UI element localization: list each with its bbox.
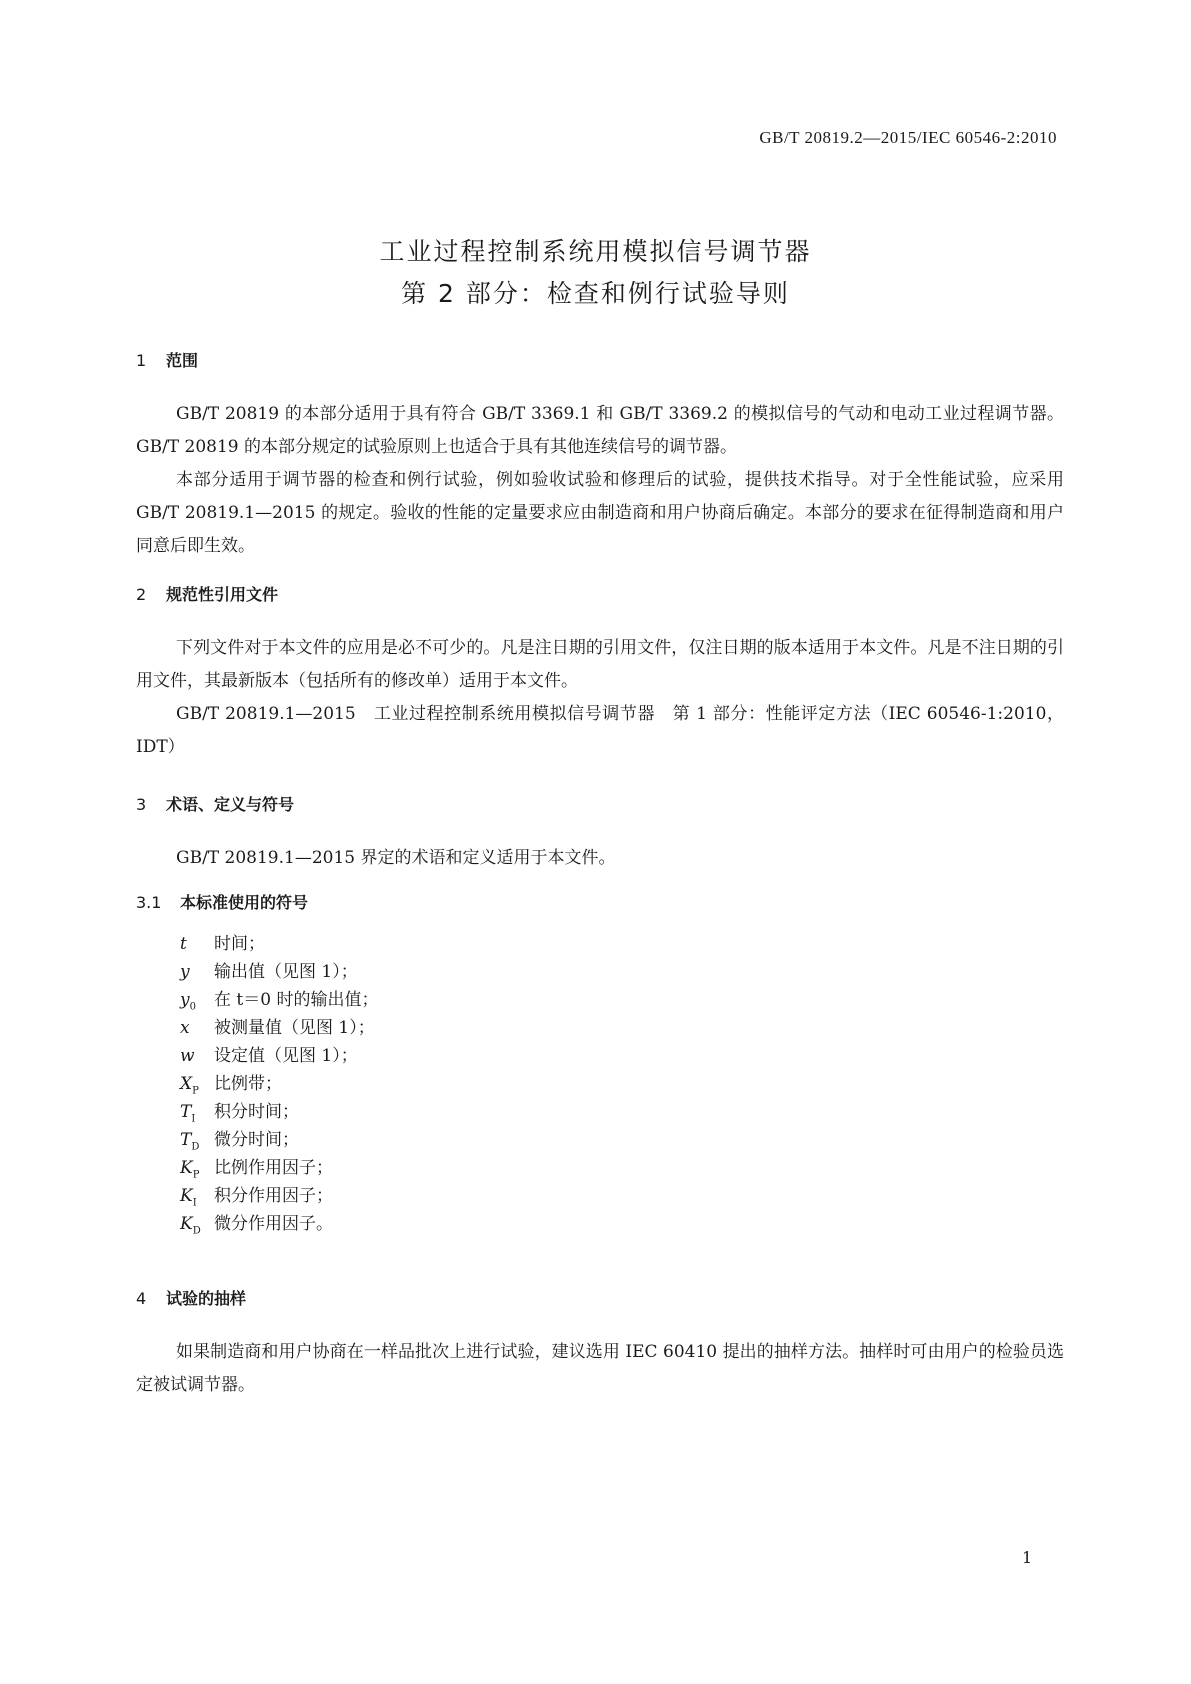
symbol-var: $K_P$ bbox=[180, 1158, 200, 1181]
page-number: 1 bbox=[1022, 1548, 1033, 1567]
symbol-desc: 比例带； bbox=[214, 1074, 282, 1094]
symbol-var: $K_I$ bbox=[180, 1186, 197, 1209]
symbol-var: t bbox=[180, 934, 187, 954]
symbol-var: x bbox=[180, 1018, 190, 1038]
symbol-var: w bbox=[180, 1046, 195, 1066]
symbol-desc: 微分作用因子。 bbox=[214, 1214, 333, 1234]
section-number: 2 bbox=[136, 585, 147, 604]
section-title: 试验的抽样 bbox=[166, 1289, 247, 1308]
symbol-desc: 设定值（见图 1）； bbox=[214, 1046, 358, 1066]
symbol-desc: 被测量值（见图 1）； bbox=[214, 1018, 375, 1038]
section-title: 范围 bbox=[166, 351, 199, 370]
section-heading-3 bbox=[136, 792, 294, 815]
symbol-desc: 输出值（见图 1）； bbox=[214, 962, 358, 982]
symbol-desc: 积分时间； bbox=[214, 1102, 299, 1122]
standard-code: GB/T 20819.2—2015/IEC 60546-2:2010 bbox=[759, 128, 1057, 147]
section-title: 术语、定义与符号 bbox=[166, 795, 295, 814]
paragraph: GB/T 20819 的本部分适用于具有符合 GB/T 3369.1 和 GB/T 3369.2 的模拟信号的气动和电动工业过程调节器。GB/T 20819 的本部分规定的试验原则上也适合于具有其他连续信号的调节器。 bbox=[136, 404, 1064, 457]
document-title-line1: 工业过程控制系统用模拟信号调节器 bbox=[379, 237, 812, 266]
symbol-var: y bbox=[180, 962, 190, 982]
symbol-desc: 积分作用因子； bbox=[214, 1186, 333, 1206]
document-title-line2: 第 2 部分：检查和例行试验导则 bbox=[401, 279, 790, 308]
symbol-desc: 比例作用因子； bbox=[214, 1158, 333, 1178]
symbol-var: $T_I$ bbox=[180, 1102, 196, 1125]
section-heading-4 bbox=[136, 1286, 246, 1309]
symbol-var: $T_D$ bbox=[180, 1130, 200, 1153]
section-heading-1 bbox=[136, 348, 198, 371]
symbol-desc: 在 t＝0 时的输出值； bbox=[214, 990, 379, 1010]
paragraph: 下列文件对于本文件的应用是必不可少的。凡是注日期的引用文件，仅注日期的版本适用于本文件。凡是不注日期的引用文件，其最新版本（包括所有的修改单）适用于本文件。 bbox=[136, 638, 1064, 691]
symbol-var: $y_0$ bbox=[180, 990, 196, 1013]
symbol-var: $X_P$ bbox=[180, 1074, 199, 1097]
paragraph: 如果制造商和用户协商在一样品批次上进行试验，建议选用 IEC 60410 提出的抽样方法。抽样时可由用户的检验员选定被试调节器。 bbox=[136, 1342, 1064, 1395]
paragraph: GB/T 20819.1—2015 界定的术语和定义适用于本文件。 bbox=[176, 848, 616, 868]
section-number: 1 bbox=[136, 351, 147, 370]
symbol-item bbox=[180, 1210, 333, 1245]
paragraph: 本部分适用于调节器的检查和例行试验，例如验收试验和修理后的试验，提供技术指导。对于全性能试验，应采用 GB/T 20819.1—2015 的规定。验收的性能的定量要求应由制造商和用户协商后确定。本部分的要求在征得制造商和用户同意后即生效。 bbox=[136, 470, 1064, 556]
section-heading-2 bbox=[136, 582, 278, 605]
symbol-var: $K_D$ bbox=[180, 1214, 201, 1237]
section-number: 4 bbox=[136, 1289, 147, 1308]
symbol-desc: 微分时间； bbox=[214, 1130, 299, 1150]
normative-reference: GB/T 20819.1—2015 工业过程控制系统用模拟信号调节器 第 1 部分：性能评定方法（IEC 60546-1:2010，IDT） bbox=[136, 704, 1064, 757]
section-title: 规范性引用文件 bbox=[166, 585, 279, 604]
section-heading-3-1 bbox=[136, 890, 308, 913]
section-number: 3 bbox=[136, 795, 147, 814]
section-title: 本标准使用的符号 bbox=[180, 893, 309, 912]
section-number: 3.1 bbox=[136, 893, 162, 912]
symbol-desc: 时间； bbox=[214, 934, 265, 954]
